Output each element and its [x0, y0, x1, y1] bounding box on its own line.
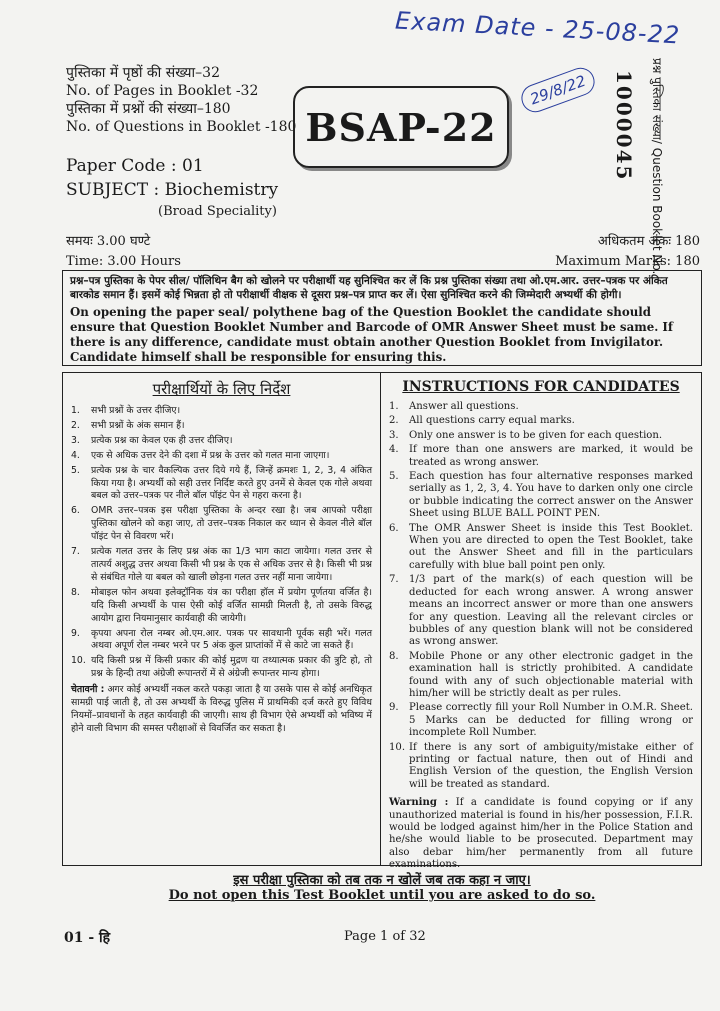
time-hi: समयः 3.00 घण्टे [66, 234, 151, 249]
instruction-text: Only one answer is to be given for each question. [409, 429, 663, 441]
instruction-item [389, 430, 693, 442]
instruction-text: If there is any sort of ambiguity/mistake either of printing or factual nature, then out of Hindi and English Version of the question, the English Version will be treated as standard. [409, 741, 693, 790]
booklet-code: BSAP-22 [305, 104, 497, 150]
booklet-number-label-hi: प्रश्न पुस्तिका संख्या/ [650, 58, 664, 144]
handwritten-stamp: 29/8/22 [517, 64, 598, 116]
warning-hi-label: चेतावनी : [71, 684, 105, 696]
warning-en-text: If a candidate is found copying or if any unauthorized material is found in his/her possession, F.I.R. would be lodged against him/her in the Police Station and he/she would liable to be prosecuted. Department may also debar him/her permanently from all future examinations. [389, 797, 693, 871]
instruction-number: 5. [389, 471, 399, 483]
instruction-number: 4. [389, 444, 399, 456]
instruction-item [71, 465, 372, 504]
marks-hi: अधिकतम अंकः 180 [597, 234, 700, 249]
instruction-item [389, 444, 693, 469]
warning-hi-text: अगर कोई अभ्यर्थी नकल करते पकड़ा जाता है या उसके पास से कोई अनधिकृत सामग्री पाई जाती है, तो उस अभ्यर्थी के विरुद्ध पुलिस में प्राथमिकी दर्ज करते हुए विविध नियमों–प्रावधानों के तहत कार्यवाही की जाएगी। साथ ही विभाग ऐसे अभ्यर्थी को भविष्य में होने वाली विभाग की समस्त परीक्षाओं से विवर्जित कर सकता है। [71, 684, 372, 734]
instruction-text: एक से अधिक उत्तर देने की दशा में प्रश्न के उत्तर को गलत माना जाएगा। [91, 449, 330, 461]
instruction-item [389, 742, 693, 792]
footer-code: 01 - हि [64, 930, 111, 946]
questions-count-en: No. of Questions in Booklet -180 [66, 119, 297, 135]
pages-count-hi: पुस्तिका में पृष्ठों की संख्या–32 [66, 65, 220, 81]
instruction-number: 7. [71, 546, 80, 558]
instruction-number: 1. [389, 401, 399, 412]
instruction-text: Each question has four alternative responses marked serially as 1, 2, 3, 4. You have to darken only one circle or bubble indicating the correct answer on the Answer Sheet using BLUE BALL POINT PEN. [409, 471, 693, 520]
instruction-item [71, 628, 372, 654]
instruction-item [389, 574, 693, 648]
instruction-item [71, 546, 372, 585]
booklet-number-label-en: Question Booklet No. [650, 147, 664, 275]
marks-block [555, 232, 700, 272]
instruction-text: If more than one answers are marked, it would be treated as wrong answer. [409, 444, 693, 468]
speciality: (Broad Speciality) [158, 204, 277, 219]
instruction-number: 10. [71, 655, 86, 667]
instruction-text: Answer all questions. [409, 401, 519, 412]
instruction-number: 6. [71, 505, 80, 517]
instruction-text: कृपया अपना रोल नम्बर ओ.एम.आर. पत्रक पर सावधानी पूर्वक सही भरें। गलत अथवा अपूर्ण रोल नम्बर भरने पर 5 अंक कुल प्राप्तांकों में से काटे जा सकते हैं। [91, 627, 372, 652]
instruction-item [389, 702, 693, 739]
instruction-item [71, 420, 372, 433]
instruction-number: 8. [389, 650, 399, 662]
instructions-hi-list [71, 405, 372, 681]
instruction-item [71, 450, 372, 463]
handwritten-exam-date: Exam Date - 25-08-22 [394, 6, 681, 50]
instruction-number: 1. [71, 405, 80, 416]
instruction-number: 2. [71, 419, 80, 431]
instruction-text: सभी प्रश्नों के अंक समान हैं। [91, 419, 185, 431]
booklet-number-block [612, 70, 652, 230]
instructions-hi-title: परीक्षार्थियों के लिए निर्देश [152, 380, 291, 398]
instruction-item [71, 435, 372, 448]
booklet-number: 1000045 [612, 70, 636, 182]
instruction-text: Mobile Phone or any other electronic gadget in the examination hall is strictly prohibited. A candidate found with any of such objectionable material with him/her will be strictly dealt as per rules. [409, 650, 693, 699]
time-block [66, 232, 181, 272]
instruction-text: OMR उत्तर–पत्रक इस परीक्षा पुस्तिका के अन्दर रखा है। जब आपको परीक्षा पुस्तिका खोलने को कहा जाए, तो उत्तर–पत्रक निकाल कर ध्यान से केवल नीले बॉल पॉइंट पेन से विवरण भरें। [91, 505, 372, 543]
instructions-en-column [381, 373, 701, 871]
pages-count-en: No. of Pages in Booklet -32 [66, 83, 259, 99]
instruction-text: 1/3 part of the mark(s) of each question will be deducted for each wrong answer. A wrong answer means an incorrect answer or more than one answers for any question. Leaving all the relevant circles or bubbles of any question blank will not be considered as wrong answer. [409, 574, 693, 648]
instruction-text: प्रत्येक प्रश्न के चार वैकल्पिक उत्तर दिये गये हैं, जिन्हें क्रमशः 1, 2, 3, 4 अंकित किया गया है। अभ्यर्थी को सही उत्तर निर्दिष्ट करते हुए उनमें से केवल एक गोले अथवा बबल को उत्तर–पत्रक पर नीले बॉल पॉइंट पेन से गहरा करना है। [91, 464, 372, 502]
instructions-panel [62, 372, 702, 871]
instruction-item [71, 505, 372, 544]
instruction-number: 9. [71, 627, 80, 639]
instruction-number: 8. [71, 586, 80, 598]
paper-code: Paper Code : 01 [66, 156, 204, 176]
instruction-item [389, 471, 693, 521]
instruction-item [389, 651, 693, 701]
instruction-text: All questions carry equal marks. [409, 415, 575, 427]
instruction-number: 2. [389, 415, 399, 427]
warning-en-label: Warning : [389, 797, 449, 809]
questions-count-hi: पुस्तिका में प्रश्नों की संख्या–180 [66, 101, 231, 117]
instructions-en-title: INSTRUCTIONS FOR CANDIDATES [402, 379, 680, 395]
instruction-item [389, 415, 693, 427]
instructions-en-list [389, 401, 693, 791]
booklet-code-box [293, 86, 509, 168]
seal-notice-en: On opening the paper seal/ polythene bag of the Question Booklet the candidate should ensure that Question Booklet Number and Barcode of OMR Answer Sheet must be same. If there is any difference, candidate must obtain another Question Booklet from Invigilator. Candidate himself shall be responsible for ensuring this. [70, 305, 674, 364]
instruction-item [71, 405, 372, 418]
warning-en [389, 797, 693, 871]
instruction-number: 4. [71, 449, 80, 461]
time-en: Time: 3.00 Hours [66, 254, 181, 269]
instruction-text: सभी प्रश्नों के उत्तर दीजिए। [91, 405, 181, 416]
instruction-number: 7. [389, 574, 399, 586]
instruction-text: Please correctly fill your Roll Number in O.M.R. Sheet. 5 Marks can be deducted for filling wrong or incomplete Roll Number. [409, 702, 693, 739]
footer-notice-hi: इस परीक्षा पुस्तिका को तब तक न खोलें जब तक कहा न जाए। [233, 873, 531, 888]
seal-notice [62, 270, 702, 366]
page-number: Page 1 of 32 [344, 929, 426, 944]
instruction-number: 10. [389, 741, 406, 753]
instruction-item [71, 587, 372, 626]
instruction-text: मोबाइल फोन अथवा इलेक्ट्रॉनिक यंत्र का परीक्षा हॉल में प्रयोग पूर्णतया वर्जित है। यदि किसी अभ्यर्थी के पास ऐसी कोई वर्जित सामग्री मिलती है, तो उसके विरुद्ध आयोग द्वारा नियमानुसार कार्यवाही की जायेगी। [91, 586, 372, 624]
instruction-number: 3. [389, 429, 399, 441]
seal-notice-hi: प्रश्न–पत्र पुस्तिका के पेपर सील/ पॉलिथिन बैग को खोलने पर परीक्षार्थी यह सुनिश्चित कर लें कि प्रश्न पुस्तिका संख्या तथा ओ.एम.आर. उत्तर–पत्रक पर अंकित बारकोड समान हैं। इसमें कोई भिन्नता हो तो परीक्षार्थी वीक्षक से दूसरा प्रश्न–पत्र प्राप्त कर लें। ऐसा सुनिश्चित करने की जिम्मेदारी अभ्यर्थी की होगी। [70, 275, 668, 301]
instruction-item [71, 655, 372, 681]
instruction-number: 3. [71, 434, 80, 446]
subject: SUBJECT : Biochemistry [66, 180, 279, 200]
footer-notice-en: Do not open this Test Booklet until you are asked to do so. [168, 888, 596, 903]
marks-en: Maximum Marks: 180 [555, 254, 700, 269]
instruction-number: 6. [389, 522, 399, 534]
instruction-text: प्रत्येक प्रश्न का केवल एक ही उत्तर दीजिए। [91, 434, 233, 446]
instruction-text: The OMR Answer Sheet is inside this Test Booklet. When you are directed to open the Test Booklet, take out the Answer Sheet and fill in the particulars carefully with blue ball point pen only. [409, 522, 693, 571]
instruction-text: प्रत्येक गलत उत्तर के लिए प्रश्न अंक का 1/3 भाग काटा जायेगा। गलत उत्तर से तात्पर्य अशुद्ध उत्तर अथवा किसी भी प्रश्न के एक से अधिक उत्तर से है। किसी भी प्रश्न से संबंधित गोले या बबल को खाली छोड़ना गलत उत्तर नहीं माना जायेगा। [91, 546, 372, 583]
instruction-number: 5. [71, 464, 80, 476]
instruction-number: 9. [389, 702, 399, 714]
warning-hi [71, 684, 372, 736]
instructions-hi-column [63, 373, 381, 865]
booklet-meta [66, 64, 296, 136]
instruction-item [389, 401, 693, 413]
instruction-item [389, 523, 693, 573]
instruction-text: यदि किसी प्रश्न में किसी प्रकार की कोई मुद्रण या तथ्यात्मक प्रकार की त्रुटि हो, तो प्रश्न के हिन्दी तथा अंग्रेजी रूपान्तरों में से अंग्रेजी रूपान्तर मान्य होगा। [91, 655, 372, 680]
